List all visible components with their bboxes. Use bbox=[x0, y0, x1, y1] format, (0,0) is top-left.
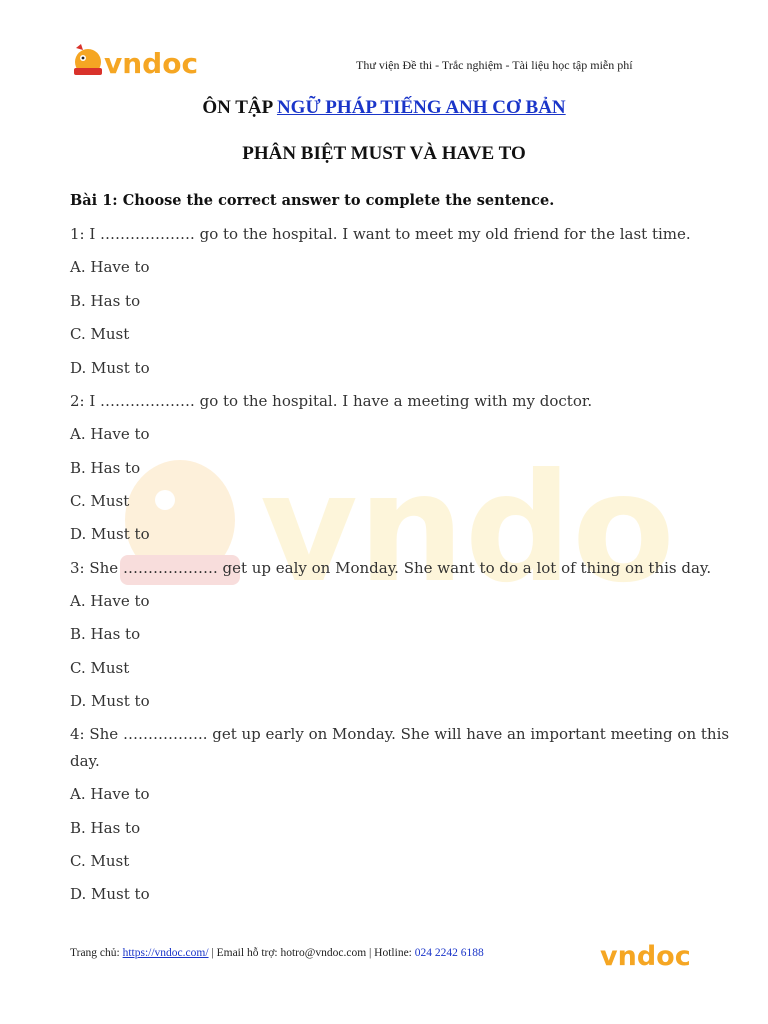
q2-option-a[interactable]: A. Have to bbox=[70, 425, 150, 443]
exercise-heading: Bài 1: Choose the correct answer to complete the sentence. bbox=[70, 192, 555, 209]
q1-option-b[interactable]: B. Has to bbox=[70, 292, 141, 310]
q2-option-c[interactable]: C. Must bbox=[70, 492, 130, 510]
q3-option-c[interactable]: C. Must bbox=[70, 659, 130, 677]
footer-logo[interactable] bbox=[598, 936, 698, 972]
footer-hotline[interactable]: 024 2242 6188 bbox=[414, 947, 484, 959]
footer-home-link[interactable]: https://vndoc.com/ bbox=[122, 947, 209, 959]
vndoc-logo[interactable] bbox=[70, 40, 220, 82]
q3-option-d[interactable]: D. Must to bbox=[70, 692, 150, 710]
question-2: 2: I ………………. go to the hospital. I have a meeting with my doctor. bbox=[70, 392, 593, 410]
question-1: 1: I ………………. go to the hospital. I want to meet my old friend for the last time. bbox=[70, 225, 691, 243]
watermark-logo bbox=[110, 440, 670, 610]
q3-option-a[interactable]: A. Have to bbox=[70, 592, 150, 610]
q1-option-c[interactable]: C. Must bbox=[70, 325, 130, 343]
q3-option-b[interactable]: B. Has to bbox=[70, 625, 141, 643]
grammar-link[interactable]: NGỮ PHÁP TIẾNG ANH CƠ BẢN bbox=[276, 97, 566, 118]
question-4: 4: She …………….. get up early on Monday. She will have an important meeting on this bbox=[70, 725, 730, 743]
svg-text:vndoc: vndoc bbox=[600, 941, 691, 972]
q2-option-d[interactable]: D. Must to bbox=[70, 525, 150, 543]
title-prefix: ÔN TẬP bbox=[202, 97, 277, 118]
q4-option-d[interactable]: D. Must to bbox=[70, 885, 150, 903]
q1-option-d[interactable]: D. Must to bbox=[70, 359, 150, 377]
footer-support: | Email hỗ trợ: hotro@vndoc.com | Hotline: bbox=[208, 947, 415, 959]
page-title bbox=[0, 97, 768, 119]
q4-option-c[interactable]: C. Must bbox=[70, 852, 130, 870]
svg-text:vndoc: vndo bbox=[260, 442, 670, 610]
footer bbox=[70, 947, 484, 959]
mascot-icon bbox=[74, 44, 102, 75]
question-3: 3: She ………………. get up ealy on Monday. She want to do a lot of thing on this day. bbox=[70, 559, 712, 577]
question-4-cont: day. bbox=[70, 752, 100, 770]
page-subtitle: PHÂN BIỆT MUST VÀ HAVE TO bbox=[242, 143, 526, 164]
logo-text: vndoc bbox=[104, 47, 199, 80]
q2-option-b[interactable]: B. Has to bbox=[70, 459, 141, 477]
q1-option-a[interactable]: A. Have to bbox=[70, 258, 150, 276]
q4-option-b[interactable]: B. Has to bbox=[70, 819, 141, 837]
footer-home-label: Trang chủ: bbox=[70, 947, 123, 959]
q4-option-a[interactable]: A. Have to bbox=[70, 785, 150, 803]
header-tagline: Thư viện Đề thi - Trắc nghiệm - Tài liệu học tập miễn phí bbox=[356, 58, 633, 72]
